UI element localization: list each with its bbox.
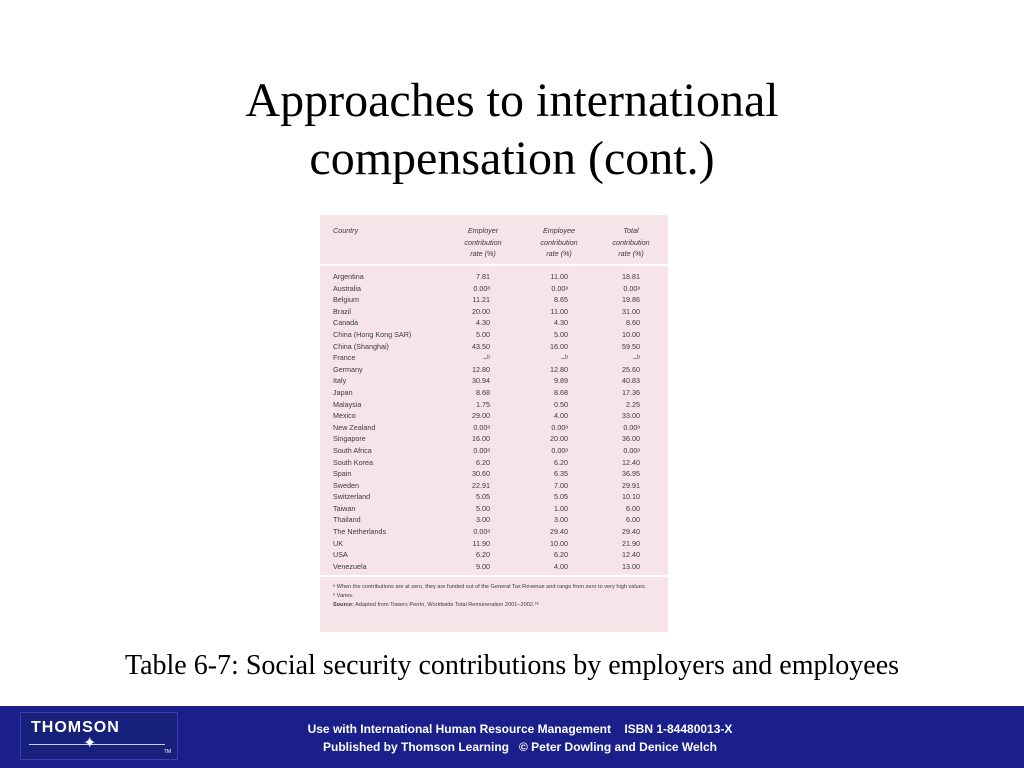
cell-total: 18.81 [622, 272, 640, 281]
table-row [320, 271, 668, 283]
cell-employee: 11.00 [550, 306, 568, 316]
cell-employer: 0.00ᵃ [473, 283, 490, 293]
cell-total: 40.83 [622, 376, 640, 386]
cell-employee: 5.00 [554, 329, 568, 339]
table-row [320, 457, 668, 469]
cell-employer: 8.68 [476, 387, 490, 397]
cell-employer: 5.00 [476, 329, 490, 339]
slide-title-line-1: Approaches to international [245, 74, 779, 127]
cell-employer: 43.50 [472, 341, 490, 351]
cell-employee: 3.00 [554, 515, 568, 525]
cell-country: USA [333, 550, 348, 560]
cell-country: Spain [333, 469, 352, 479]
cell-employer: 6.20 [476, 457, 490, 467]
cell-employer: 16.00 [472, 434, 490, 444]
cell-total: 33.00 [622, 411, 640, 421]
table-row [320, 352, 668, 364]
cell-total: 13.00 [622, 561, 640, 571]
slide-title [0, 72, 1024, 188]
logo-text: THOMSON [31, 719, 120, 736]
cell-country: Germany [333, 364, 363, 374]
cell-country: Mexico [333, 411, 356, 421]
source-note [333, 601, 663, 610]
cell-employee: 16.00 [550, 341, 568, 351]
cell-total: 36.95 [622, 469, 640, 479]
cell-employer: 20.00 [472, 306, 490, 316]
cell-employee: 20.00 [550, 434, 568, 444]
table-row [320, 364, 668, 376]
source-label: Source: [333, 602, 354, 608]
cell-employee: 1.00 [554, 503, 568, 513]
cell-country: South Korea [333, 457, 373, 467]
cell-employee: 12.80 [550, 364, 568, 374]
cell-employer: 9.00 [476, 561, 490, 571]
cell-country: Canada [333, 318, 359, 328]
table-row [320, 445, 668, 457]
cell-total: 17.36 [622, 387, 640, 397]
cell-employee: 9.89 [554, 376, 568, 386]
header-total: Total contribution rate (%) [612, 226, 650, 258]
cell-employer: 5.05 [476, 492, 490, 502]
cell-country: Argentina [333, 272, 364, 281]
logo-trademark: TM [163, 749, 171, 755]
cell-total: 29.40 [622, 527, 640, 537]
cell-employee: 0.00ᵃ [551, 422, 568, 432]
table-body [320, 271, 668, 572]
cell-total: 19.86 [622, 295, 640, 305]
cell-employer: 7.81 [476, 272, 490, 281]
table-row [320, 468, 668, 480]
cell-employee: 6.35 [554, 469, 568, 479]
table-row [320, 387, 668, 399]
cell-total: 59.50 [622, 341, 640, 351]
cell-total: 2.25 [626, 399, 640, 409]
cell-employer: 30.94 [472, 376, 490, 386]
cell-employer: 30.60 [472, 469, 490, 479]
cell-total: 6.00 [626, 515, 640, 525]
cell-country: Brazil [333, 306, 351, 316]
table-row [320, 375, 668, 387]
cell-employee: 0.50 [554, 399, 568, 409]
cell-employer: 1.75 [476, 399, 490, 409]
cell-country: Taiwan [333, 503, 356, 513]
table-row [320, 306, 668, 318]
header-employer: Employer contribution rate (%) [464, 226, 502, 258]
table-row [320, 329, 668, 341]
cell-country: UK [333, 538, 343, 548]
cell-total: 10.10 [622, 492, 640, 502]
cell-employee: 4.00 [554, 411, 568, 421]
notes-divider [320, 575, 668, 577]
table-row [320, 491, 668, 503]
table-row [320, 410, 668, 422]
cell-total: 0.00ᵃ [623, 283, 640, 293]
cell-employee: 4.30 [554, 318, 568, 328]
contributions-table [320, 215, 668, 632]
table-row [320, 514, 668, 526]
cell-employee: 8.65 [554, 295, 568, 305]
cell-total: 12.40 [622, 550, 640, 560]
thomson-logo [20, 712, 178, 760]
cell-total: –ᵇ [633, 353, 640, 363]
cell-total: 0.00ᵃ [623, 422, 640, 432]
cell-country: Sweden [333, 480, 359, 490]
cell-employer: 11.90 [472, 538, 490, 548]
cell-total: 21.90 [622, 538, 640, 548]
cell-country: Venezuela [333, 561, 367, 571]
cell-country: Japan [333, 387, 353, 397]
logo-line [29, 744, 165, 745]
cell-employee: 8.68 [554, 387, 568, 397]
table-row [320, 317, 668, 329]
table-row [320, 561, 668, 573]
note-b: ᵇ Varies. [333, 593, 354, 599]
cell-country: South Africa [333, 445, 372, 455]
footer-line-1: Use with International Human Resource Management ISBN 1-84480013-X [307, 722, 733, 736]
cell-country: China (Hong Kong SAR) [333, 329, 412, 339]
cell-country: Belgium [333, 295, 359, 305]
cell-employee: 29.40 [550, 527, 568, 537]
cell-employer: 0.00ᵃ [473, 445, 490, 455]
cell-employer: 11.21 [472, 295, 490, 305]
cell-total: 12.40 [622, 457, 640, 467]
cell-total: 29.91 [622, 480, 640, 490]
cell-employer: 29.00 [472, 411, 490, 421]
cell-country: The Netherlands [333, 527, 387, 537]
table-row [320, 294, 668, 306]
cell-employer: 22.91 [472, 480, 490, 490]
cell-total: 36.00 [622, 434, 640, 444]
header-divider [320, 264, 668, 266]
note-a: ᵃ When the contributions are at zero, they are funded out of the General Tax Revenue and range from zero to very high values. [333, 584, 647, 590]
cell-total: 0.00ᵃ [623, 445, 640, 455]
table-row [320, 283, 668, 295]
table-row [320, 549, 668, 561]
cell-employer: 0.00ᵃ [473, 422, 490, 432]
cell-employer: 3.00 [476, 515, 490, 525]
table-row [320, 480, 668, 492]
cell-employee: 6.20 [554, 457, 568, 467]
cell-employee: 0.00ᵃ [551, 445, 568, 455]
cell-total: 6.00 [626, 503, 640, 513]
cell-country: Australia [333, 283, 361, 293]
cell-total: 8.60 [626, 318, 640, 328]
footer-line-2: Published by Thomson Learning © Peter Dowling and Denice Welch [322, 740, 717, 754]
cell-employer: 4.30 [476, 318, 490, 328]
table-row [320, 538, 668, 550]
cell-employee: 4.00 [554, 561, 568, 571]
cell-employee: 11.00 [550, 272, 568, 281]
header-country: Country [333, 226, 359, 235]
source-text: Adapted from Towers Perrin, Worldwide Total Remuneration 2001–2002.²⁸ [355, 602, 539, 608]
cell-total: 31.00 [622, 306, 640, 316]
slide-title-line-2: compensation (cont.) [309, 132, 715, 185]
cell-country: Italy [333, 376, 347, 386]
footer-credits [230, 720, 810, 756]
cell-employee: 0.00ᵃ [551, 283, 568, 293]
cell-country: Malaysia [333, 399, 362, 409]
header-employee: Employee contribution rate (%) [540, 226, 578, 258]
table-row [320, 433, 668, 445]
cell-employer: 12.80 [472, 364, 490, 374]
cell-total: 25.60 [622, 364, 640, 374]
table-row [320, 526, 668, 538]
cell-employee: 5.05 [554, 492, 568, 502]
cell-employer: 5.00 [476, 503, 490, 513]
cell-total: 10.00 [622, 329, 640, 339]
table-row [320, 399, 668, 411]
table-row [320, 341, 668, 353]
cell-country: Switzerland [333, 492, 371, 502]
star-icon: ✦ [83, 735, 97, 752]
cell-employer: 0.00ᵃ [473, 527, 490, 537]
cell-employee: 6.20 [554, 550, 568, 560]
cell-country: Singapore [333, 434, 366, 444]
cell-country: China (Shanghai) [333, 341, 389, 351]
cell-country: France [333, 353, 356, 363]
cell-employee: –ᵇ [561, 353, 568, 363]
table-row [320, 422, 668, 434]
cell-employer: –ᵇ [483, 353, 490, 363]
cell-country: Thailand [333, 515, 361, 525]
cell-country: New Zealand [333, 422, 376, 432]
cell-employer: 6.20 [476, 550, 490, 560]
cell-employee: 7.00 [554, 480, 568, 490]
cell-employee: 10.00 [550, 538, 568, 548]
table-caption: Table 6-7: Social security contributions by employers and employees [124, 650, 900, 681]
table-notes [333, 583, 663, 610]
table-row [320, 503, 668, 515]
